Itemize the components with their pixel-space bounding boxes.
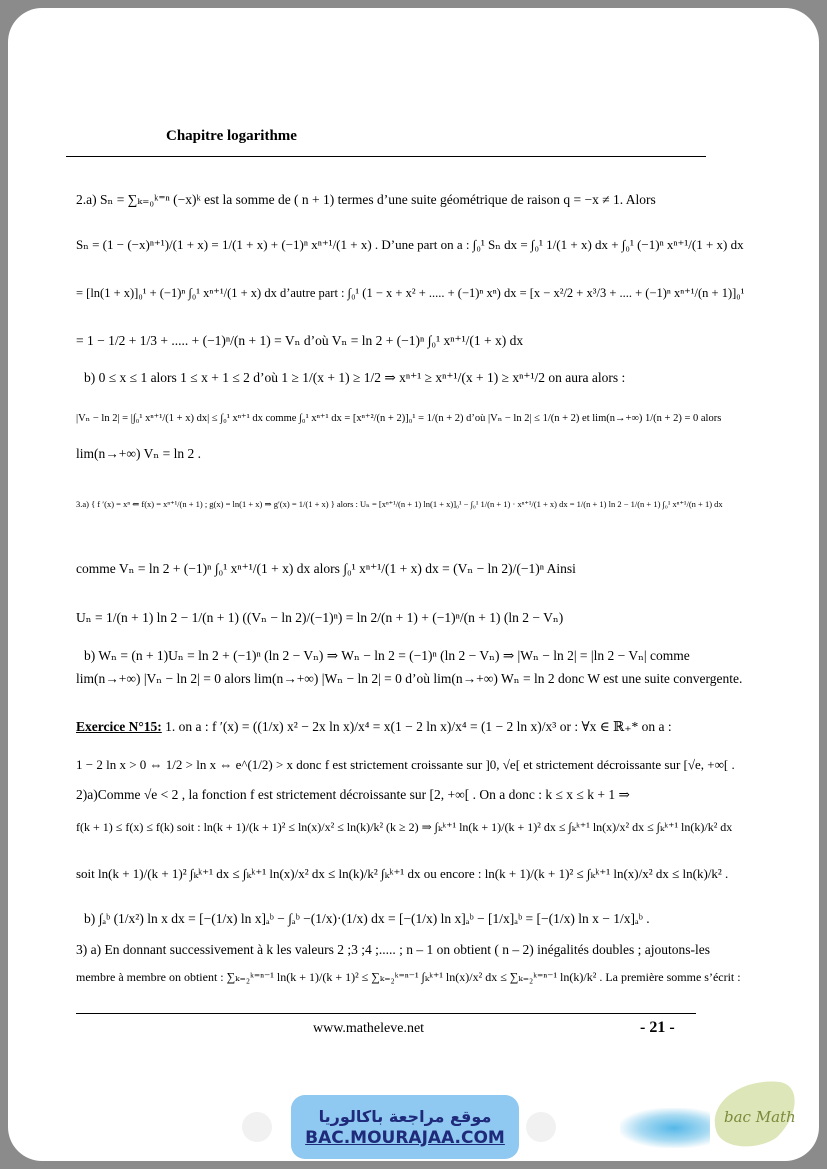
site-banner[interactable] — [291, 1095, 519, 1159]
chapter-title: Chapitre logarithme — [166, 128, 297, 144]
page-number: - 21 - — [640, 1019, 675, 1036]
exercise-text: 1. on a : f ′(x) = ((1/x) x² − 2x ln x)/x⁴ = x(1 − 2 ln x)/x⁴ = (1 − 2 ln x)/x³ or : ∀x ∈ ℝ₊* on a : — [165, 719, 672, 734]
text-line: 2.a) Sₙ = ∑ₖ₌₀ᵏ⁼ⁿ (−x)ᵏ est la somme de ( n + 1) termes d’une suite géométrique de raison q = −x ≠ 1. Alors — [76, 192, 656, 207]
text-line: 3) a) En donnant successivement à k les valeurs 2 ;3 ;4 ;..... ; n – 1 on obtient ( n – 2) inégalités doubles ; ajoutons-les — [76, 942, 710, 957]
banner-site-link[interactable]: BAC.MOURAJAA.COM — [305, 1127, 505, 1148]
site-logo-icon — [526, 1112, 556, 1142]
text-line: |Vₙ − ln 2| = |∫₀¹ xⁿ⁺¹/(1 + x) dx| ≤ ∫₀¹ xⁿ⁺¹ dx comme ∫₀¹ xⁿ⁺¹ dx = [xⁿ⁺²/(n + 2)]₀¹ = 1/(n + 2) d’où |Vₙ − ln 2| ≤ 1/(n + 2) et lim(n→+∞) 1/(n + 2) = 0 alors — [76, 413, 722, 424]
text-line: f(k + 1) ≤ f(x) ≤ f(k) soit : ln(k + 1)/(k + 1)² ≤ ln(x)/x² ≤ ln(k)/k² (k ≥ 2) ⇒ ∫ₖᵏ⁺¹ ln(k + 1)/(k + 1)² dx ≤ ∫ₖᵏ⁺¹ ln(x)/x² dx ≤ ∫ₖᵏ⁺¹ ln(k)/k² dx — [76, 820, 733, 834]
text-line: 2)a)Comme √e < 2 , la fonction f est strictement décroissante sur [2, +∞[ . On a donc : k ≤ x ≤ k + 1 ⇒ — [76, 787, 630, 802]
text-line: = 1 − 1/2 + 1/3 + ..... + (−1)ⁿ/(n + 1) = Vₙ d’où Vₙ = ln 2 + (−1)ⁿ ∫₀¹ xⁿ⁺¹/(1 + x) dx — [76, 333, 524, 348]
text-line: = [ln(1 + x)]₀¹ + (−1)ⁿ ∫₀¹ xⁿ⁺¹/(1 + x) dx d’autre part : ∫₀¹ (1 − x + x² + ..... + (−1)ⁿ xⁿ) dx = [x − x²/2 + x³/3 + .... + (−1)ⁿ xⁿ⁺¹/(n + 1)]₀¹ — [76, 286, 745, 300]
text-line: Uₙ = 1/(n + 1) ln 2 − 1/(n + 1) ((Vₙ − ln 2)/(−1)ⁿ) = ln 2/(n + 1) + (−1)ⁿ/(n + 1) (ln 2 − Vₙ) — [76, 610, 564, 625]
text-line: Sₙ = (1 − (−x)ⁿ⁺¹)/(1 + x) = 1/(1 + x) + (−1)ⁿ xⁿ⁺¹/(1 + x) . D’une part on a : ∫₀¹ Sₙ dx = ∫₀¹ 1/(1 + x) dx + ∫₀¹ (−1)ⁿ xⁿ⁺¹/(1 + x) dx — [76, 237, 744, 252]
svg-text:bac Math: bac Math — [724, 1108, 796, 1126]
text-line: membre à membre on obtient : ∑ₖ₌₂ᵏ⁼ⁿ⁻¹ ln(k + 1)/(k + 1)² ≤ ∑ₖ₌₂ᵏ⁼ⁿ⁻¹ ∫ₖᵏ⁺¹ ln(x)/x² dx ≤ ∑ₖ₌₂ᵏ⁼ⁿ⁻¹ ln(k)/k² . La première somme s’écrit : — [76, 970, 741, 984]
text-line: lim(n→+∞) Vₙ = ln 2 . — [76, 446, 201, 461]
text-line: b) Wₙ = (n + 1)Uₙ = ln 2 + (−1)ⁿ (ln 2 − Vₙ) ⇒ Wₙ − ln 2 = (−1)ⁿ (ln 2 − Vₙ) ⇒ |Wₙ − ln 2| = |ln 2 − Vₙ| comme — [84, 648, 690, 663]
exercise-label: Exercice N°15: — [76, 719, 162, 734]
text-line: comme Vₙ = ln 2 + (−1)ⁿ ∫₀¹ xⁿ⁺¹/(1 + x) dx alors ∫₀¹ xⁿ⁺¹/(1 + x) dx = (Vₙ − ln 2)/(−1)ⁿ Ainsi — [76, 561, 576, 576]
header-divider — [66, 156, 706, 157]
banner-arabic-text: موقع مراجعة باكالوريا — [318, 1106, 492, 1126]
site-logo-icon — [242, 1112, 272, 1142]
footer-url[interactable]: www.matheleve.net — [313, 1021, 425, 1036]
text-line: soit ln(k + 1)/(k + 1)² ∫ₖᵏ⁺¹ dx ≤ ∫ₖᵏ⁺¹ ln(x)/x² dx ≤ ln(k)/k² ∫ₖᵏ⁺¹ dx ou encore : ln(k + 1)/(k + 1)² ≤ ∫ₖᵏ⁺¹ ln(x)/x² dx ≤ ln(k)/k² . — [76, 866, 729, 881]
exercise-line — [76, 719, 672, 735]
bac-math-logo — [702, 1072, 808, 1152]
text-line: b) ∫ₐᵇ (1/x²) ln x dx = [−(1/x) ln x]ₐᵇ − ∫ₐᵇ −(1/x)·(1/x) dx = [−(1/x) ln x]ₐᵇ − [1/x]ₐᵇ = [−(1/x) ln x − 1/x]ₐᵇ . — [84, 911, 650, 926]
footer-divider — [76, 1013, 696, 1014]
text-line: b) 0 ≤ x ≤ 1 alors 1 ≤ x + 1 ≤ 2 d’où 1 ≥ 1/(x + 1) ≥ 1/2 ⇒ xⁿ⁺¹ ≥ xⁿ⁺¹/(x + 1) ≥ xⁿ⁺¹/2 on aura alors : — [84, 370, 626, 385]
page — [8, 8, 819, 1161]
paint-splash-decoration — [620, 1108, 710, 1148]
text-line: lim(n→+∞) |Vₙ − ln 2| = 0 alors lim(n→+∞) |Wₙ − ln 2| = 0 d’où lim(n→+∞) Wₙ = ln 2 donc W est une suite convergente. — [76, 671, 743, 686]
text-line: 3.a) { f ′(x) = xⁿ ⇐ f(x) = xⁿ⁺¹/(n + 1) ; g(x) = ln(1 + x) ⇒ g′(x) = 1/(1 + x) } alors : Uₙ = [xⁿ⁺¹/(n + 1) ln(1 + x)]₀¹ − ∫₀¹ 1/(n + 1) · xⁿ⁺¹/(1 + x) dx = 1/(n + 1) ln 2 − 1/(n + 1) ∫₀¹ xⁿ⁺¹/(n + 1) dx — [76, 499, 723, 509]
text-line: 1 − 2 ln x > 0 ⇔ 1/2 > ln x ⇔ e^(1/2) > x donc f est strictement croissante sur ]0, √e[ et strictement décroissante sur [√e, +∞[ . — [76, 757, 735, 772]
